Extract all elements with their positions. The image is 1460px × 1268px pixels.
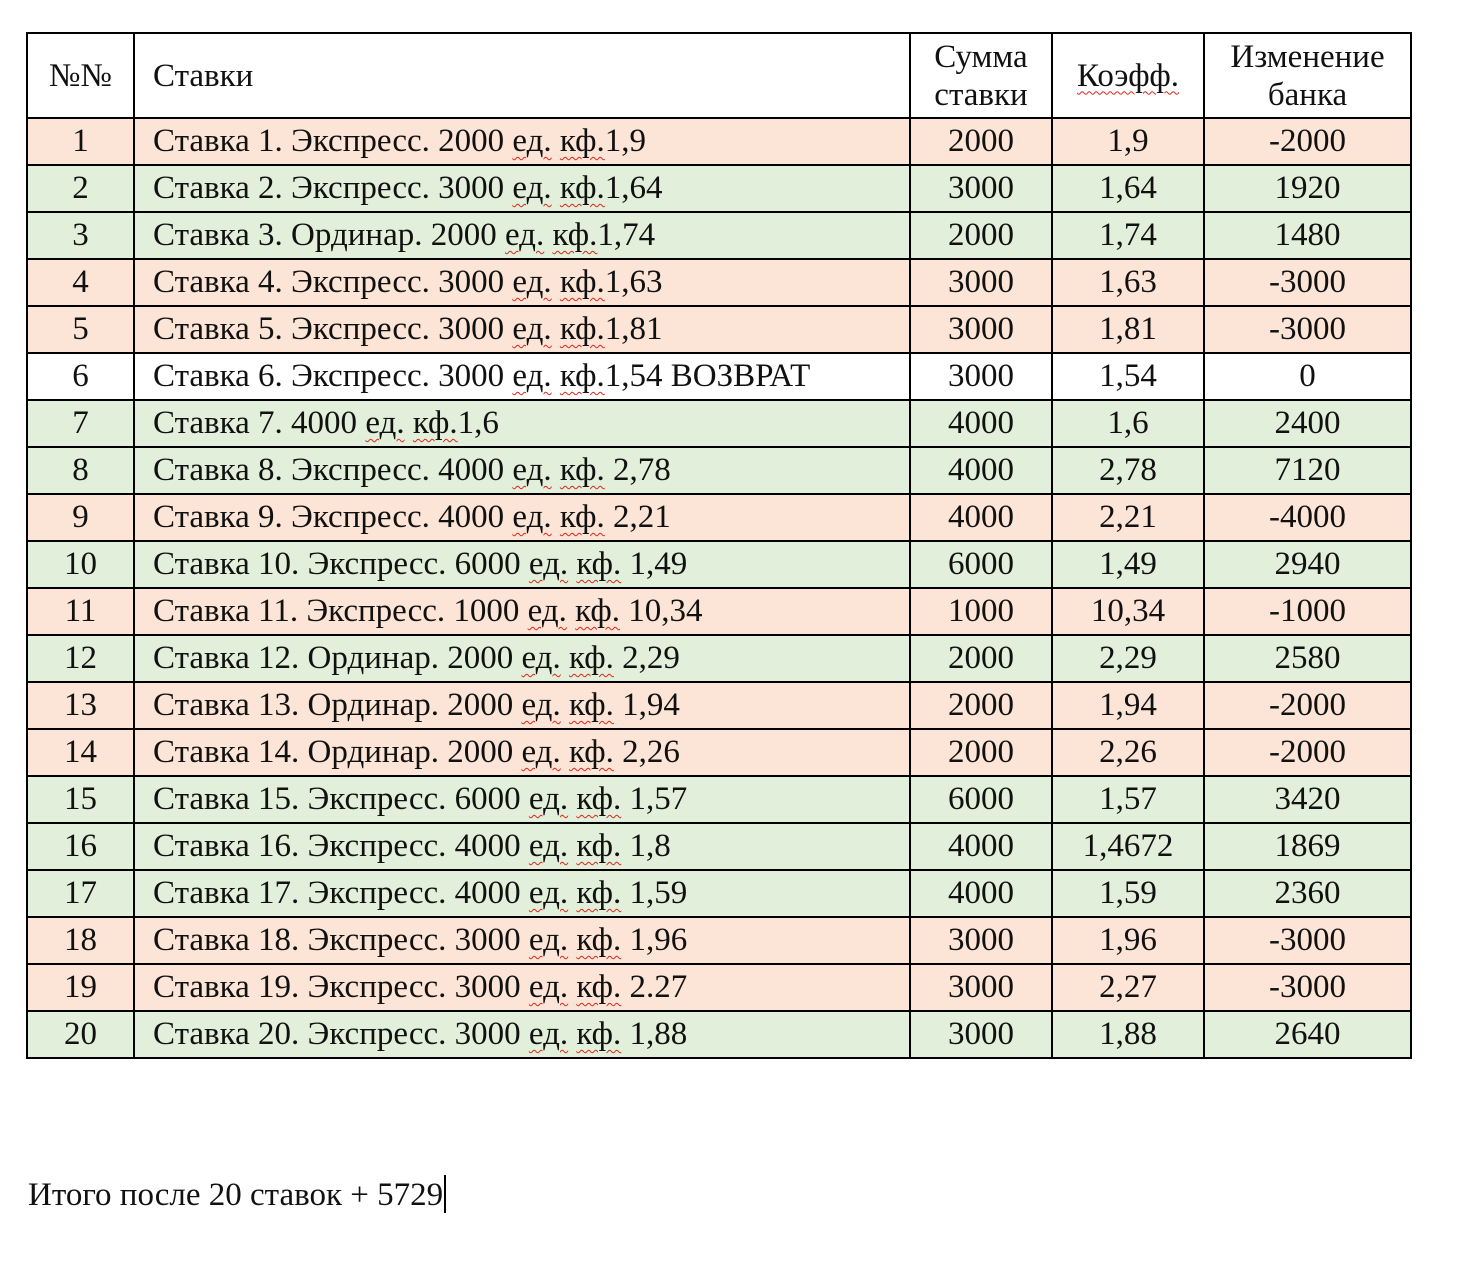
spellcheck-word: кф. [568,687,614,723]
cell-bet-description: Ставка 17. Экспресс. 4000 ед. кф. 1,59 [134,870,910,917]
cell-coefficient: 1,81 [1052,306,1204,353]
cell-number: 19 [27,964,134,1011]
table-row [27,635,1411,682]
spellcheck-word: кф. [559,452,605,488]
cell-bet-description: Ставка 11. Экспресс. 1000 ед. кф. 10,34 [134,588,910,635]
header-row [27,33,1411,118]
cell-number: 4 [27,259,134,306]
header-coefficient: Коэфф. [1052,33,1204,118]
spellcheck-word: кф. [576,781,622,817]
cell-number: 14 [27,729,134,776]
cell-bet-amount: 3000 [910,306,1052,353]
cell-bet-description: Ставка 19. Экспресс. 3000 ед. кф. 2.27 [134,964,910,1011]
cell-bet-amount: 6000 [910,541,1052,588]
cell-bank-change: 1920 [1204,165,1411,212]
spellcheck-word: ед. [528,969,569,1005]
table-row [27,588,1411,635]
table-header [27,33,1411,118]
header-bets: Ставки [134,33,910,118]
table-row [27,165,1411,212]
spellcheck-word: кф. [568,640,614,676]
spellcheck-word: кф. [568,734,614,770]
cell-coefficient: 2,26 [1052,729,1204,776]
cell-bet-description: Ставка 14. Ординар. 2000 ед. кф. 2,26 [134,729,910,776]
cell-bet-description: Ставка 10. Экспресс. 6000 ед. кф. 1,49 [134,541,910,588]
text-cursor [444,1175,446,1213]
total-summary[interactable] [28,1175,446,1215]
table-row [27,1011,1411,1058]
cell-bank-change: -3000 [1204,306,1411,353]
cell-number: 12 [27,635,134,682]
spellcheck-word: кф. [575,593,621,629]
spellcheck-word: ед. [521,687,561,723]
cell-bank-change: -1000 [1204,588,1411,635]
cell-bet-amount: 4000 [910,400,1052,447]
spellcheck-word: ед. [528,828,569,864]
cell-bank-change: -2000 [1204,118,1411,165]
cell-coefficient: 1,9 [1052,118,1204,165]
table-row [27,729,1411,776]
cell-bank-change: 2360 [1204,870,1411,917]
cell-coefficient: 2,78 [1052,447,1204,494]
spellcheck-word: кф. [576,922,622,958]
spellcheck-word: кф. [559,123,605,159]
cell-coefficient: 1,4672 [1052,823,1204,870]
cell-bank-change: -3000 [1204,964,1411,1011]
cell-coefficient: 1,49 [1052,541,1204,588]
cell-coefficient: 1,57 [1052,776,1204,823]
table-body [27,118,1411,1058]
spellcheck-word: ед. [528,546,569,582]
cell-bet-description: Ставка 2. Экспресс. 3000 ед. кф.1,64 [134,165,910,212]
cell-coefficient: 2,21 [1052,494,1204,541]
cell-bank-change: 7120 [1204,447,1411,494]
header-number: №№ [27,33,134,118]
cell-bet-amount: 4000 [910,823,1052,870]
spellcheck-word: ед. [512,452,552,488]
cell-coefficient: 1,88 [1052,1011,1204,1058]
cell-bet-description: Ставка 4. Экспресс. 3000 ед. кф.1,63 [134,259,910,306]
cell-coefficient: 2,27 [1052,964,1204,1011]
cell-bet-amount: 3000 [910,259,1052,306]
cell-bet-amount: 3000 [910,917,1052,964]
cell-bet-description: Ставка 16. Экспресс. 4000 ед. кф. 1,8 [134,823,910,870]
cell-number: 11 [27,588,134,635]
header-bet-amount: Сумма ставки [910,33,1052,118]
cell-coefficient: 1,59 [1052,870,1204,917]
cell-coefficient: 1,6 [1052,400,1204,447]
cell-bet-amount: 3000 [910,353,1052,400]
cell-coefficient: 10,34 [1052,588,1204,635]
spellcheck-word: кф. [576,875,622,911]
table-row [27,776,1411,823]
cell-number: 17 [27,870,134,917]
cell-coefficient: 1,54 [1052,353,1204,400]
cell-bank-change: -4000 [1204,494,1411,541]
table-row [27,870,1411,917]
spellcheck-word: кф. [576,828,622,864]
cell-number: 18 [27,917,134,964]
cell-bet-amount: 4000 [910,447,1052,494]
spellcheck-word: ед. [527,593,567,629]
table-row [27,823,1411,870]
table-row [27,682,1411,729]
cell-bank-change: 3420 [1204,776,1411,823]
table-row [27,400,1411,447]
cell-number: 3 [27,212,134,259]
table-row [27,447,1411,494]
cell-number: 5 [27,306,134,353]
cell-number: 2 [27,165,134,212]
table-row [27,118,1411,165]
cell-bet-description: Ставка 6. Экспресс. 3000 ед. кф.1,54 ВОЗВРАТ [134,353,910,400]
cell-bet-description: Ставка 13. Ординар. 2000 ед. кф. 1,94 [134,682,910,729]
spellcheck-word: ед. [521,734,561,770]
table-row [27,259,1411,306]
table-row [27,353,1411,400]
spellcheck-word: ед. [512,358,552,394]
cell-bank-change: 1869 [1204,823,1411,870]
cell-coefficient: 1,63 [1052,259,1204,306]
spellcheck-word: ед. [528,1016,569,1052]
cell-number: 9 [27,494,134,541]
cell-bank-change: 2580 [1204,635,1411,682]
table-row [27,541,1411,588]
spellcheck-word: кф. [559,170,605,206]
header-bank-change: Изменение банка [1204,33,1411,118]
cell-number: 7 [27,400,134,447]
cell-bank-change: -3000 [1204,259,1411,306]
cell-bet-amount: 6000 [910,776,1052,823]
cell-bet-amount: 2000 [910,118,1052,165]
cell-number: 20 [27,1011,134,1058]
cell-bank-change: -2000 [1204,729,1411,776]
cell-bet-description: Ставка 9. Экспресс. 4000 ед. кф. 2,21 [134,494,910,541]
cell-number: 6 [27,353,134,400]
table-row [27,964,1411,1011]
cell-bank-change: 1480 [1204,212,1411,259]
cell-bet-description: Ставка 12. Ординар. 2000 ед. кф. 2,29 [134,635,910,682]
spellcheck-word: кф. [552,217,598,253]
cell-bet-description: Ставка 1. Экспресс. 2000 ед. кф.1,9 [134,118,910,165]
spellcheck-word: кф. [412,405,458,441]
cell-bet-description: Ставка 3. Ординар. 2000 ед. кф.1,74 [134,212,910,259]
cell-bet-description: Ставка 5. Экспресс. 3000 ед. кф.1,81 [134,306,910,353]
table-row [27,306,1411,353]
bets-table [26,32,1412,1059]
spellcheck-word: кф. [559,499,605,535]
spellcheck-word: ед. [512,311,552,347]
cell-bet-description: Ставка 18. Экспресс. 3000 ед. кф. 1,96 [134,917,910,964]
table-row [27,917,1411,964]
cell-number: 10 [27,541,134,588]
spellcheck-word: кф. [576,1016,622,1052]
cell-coefficient: 1,64 [1052,165,1204,212]
spellcheck-word: ед. [521,640,561,676]
spellcheck-word: ед. [512,170,552,206]
cell-coefficient: 1,96 [1052,917,1204,964]
spellcheck-word: ед. [365,405,405,441]
cell-coefficient: 2,29 [1052,635,1204,682]
spellcheck-word: ед. [512,499,552,535]
cell-bank-change: -2000 [1204,682,1411,729]
cell-number: 13 [27,682,134,729]
cell-bank-change: -3000 [1204,917,1411,964]
spellcheck-word: ед. [512,264,552,300]
cell-coefficient: 1,94 [1052,682,1204,729]
cell-number: 16 [27,823,134,870]
cell-bet-description: Ставка 20. Экспресс. 3000 ед. кф. 1,88 [134,1011,910,1058]
cell-bet-description: Ставка 15. Экспресс. 6000 ед. кф. 1,57 [134,776,910,823]
cell-bet-amount: 4000 [910,870,1052,917]
cell-number: 1 [27,118,134,165]
cell-number: 8 [27,447,134,494]
spellcheck-word: ед. [512,123,552,159]
cell-bank-change: 2940 [1204,541,1411,588]
table-row [27,212,1411,259]
cell-bank-change: 0 [1204,353,1411,400]
cell-number: 15 [27,776,134,823]
cell-bet-amount: 1000 [910,588,1052,635]
total-text: Итого после 20 ставок + 5729 [28,1177,444,1213]
spellcheck-word: кф. [559,264,605,300]
spellcheck-word: кф. [559,358,605,394]
cell-bank-change: 2640 [1204,1011,1411,1058]
cell-bet-amount: 3000 [910,964,1052,1011]
spellcheck-word: кф. [576,969,622,1005]
cell-bet-amount: 3000 [910,1011,1052,1058]
cell-bet-amount: 3000 [910,165,1052,212]
cell-bet-amount: 2000 [910,729,1052,776]
table-row [27,494,1411,541]
cell-coefficient: 1,74 [1052,212,1204,259]
spellcheck-word: ед. [528,922,569,958]
cell-bank-change: 2400 [1204,400,1411,447]
cell-bet-description: Ставка 8. Экспресс. 4000 ед. кф. 2,78 [134,447,910,494]
spellcheck-word: ед. [528,781,569,817]
cell-bet-amount: 2000 [910,682,1052,729]
spellcheck-word: ед. [528,875,569,911]
cell-bet-amount: 4000 [910,494,1052,541]
spellcheck-word: ед. [504,217,545,253]
cell-bet-amount: 2000 [910,635,1052,682]
spellcheck-word: кф. [559,311,605,347]
cell-bet-description: Ставка 7. 4000 ед. кф.1,6 [134,400,910,447]
spellcheck-word: кф. [576,546,622,582]
cell-bet-amount: 2000 [910,212,1052,259]
